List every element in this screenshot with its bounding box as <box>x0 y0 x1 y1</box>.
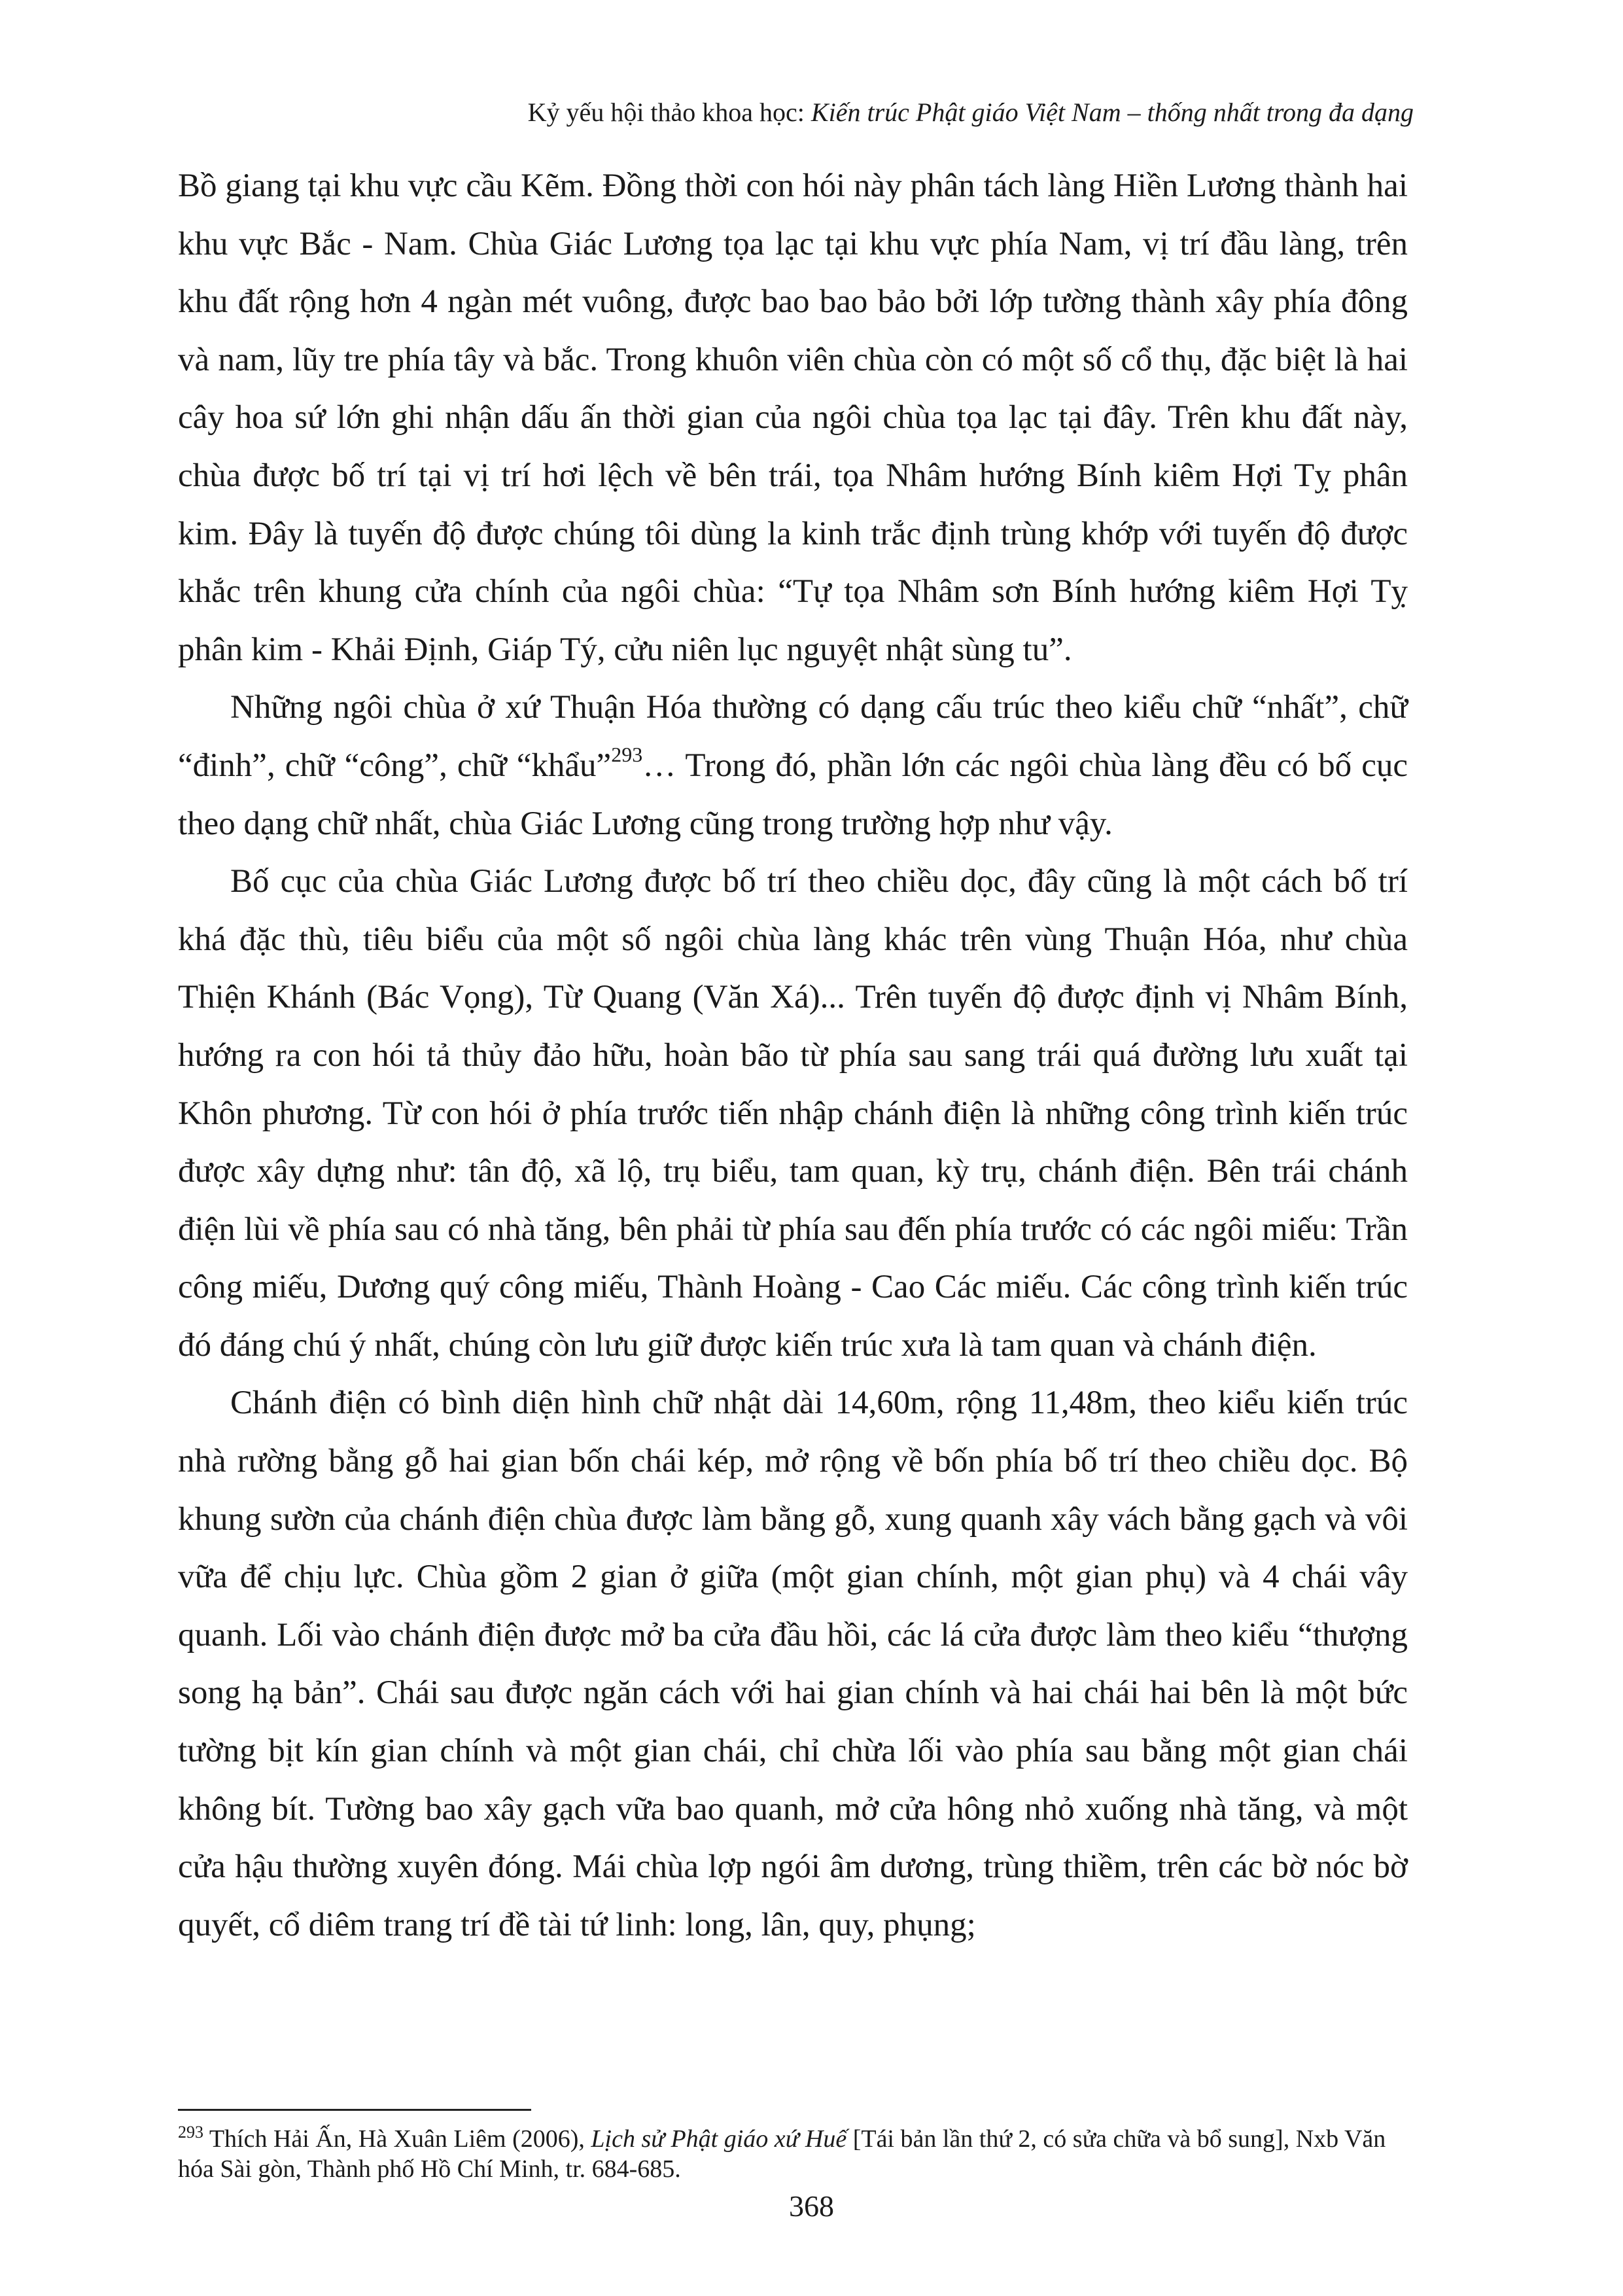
footnote <box>178 2124 1408 2184</box>
footnote-divider <box>178 2109 531 2111</box>
running-header <box>528 97 1414 128</box>
footnote-reference[interactable]: 293 <box>611 742 643 766</box>
footnote-details: [Tái bản lần thứ 2, có sửa chữa và bổ sung], Nxb Văn hóa Sài gòn, Thành phố Hồ Chí Minh, tr. 684-685. <box>178 2125 1386 2183</box>
paragraph-2-text-after: … Trong đó, phần lớn các ngôi chùa làng đều có bố cục theo dạng chữ nhất, chùa Giác Lương cũng trong trường hợp như vậy. <box>178 747 1408 842</box>
footnote-number: 293 <box>178 2123 203 2142</box>
page-number: 368 <box>789 2189 834 2223</box>
paragraph-4: Chánh điện có bình diện hình chữ nhật dài 14,60m, rộng 11,48m, theo kiểu kiến trúc nhà rường bằng gỗ hai gian bốn chái kép, mở rộng về bốn phía bố trí theo chiều dọc. Bộ khung sườn của chánh điện chùa được làm bằng gỗ, xung quanh xây vách bằng gạch và vôi vữa để chịu lực. Chùa gồm 2 gian ở giữa (một gian chính, một gian phụ) và 4 chái vây quanh. Lối vào chánh điện được mở ba cửa đầu hồi, các lá cửa được làm theo kiểu “thượng song hạ bản”. Chái sau được ngăn cách với hai gian chính và hai chái hai bên là một bức tường bịt kín gian chính và một gian chái, chỉ chừa lối vào phía sau bằng một gian chái không bít. Tường bao xây gạch vữa bao quanh, mở cửa hông nhỏ xuống nhà tăng, và một cửa hậu thường xuyên đóng. Mái chùa lợp ngói âm dương, trùng thiềm, trên các bờ nóc bờ quyết, cổ diêm trang trí đề tài tứ linh: long, lân, quy, phụng; <box>178 1385 1408 1943</box>
footnote-book-title: Lịch sử Phật giáo xứ Huế <box>591 2125 847 2153</box>
footnote-authors: Thích Hải Ấn, Hà Xuân Liêm (2006), <box>203 2125 591 2153</box>
paragraph-3: Bố cục của chùa Giác Lương được bố trí theo chiều dọc, đây cũng là một cách bố trí khá đặc thù, tiêu biểu của một số ngôi chùa làng khác trên vùng Thuận Hóa, như chùa Thiện Khánh (Bác Vọng), Từ Quang (Văn Xá)... Trên tuyến độ được định vị Nhâm Bính, hướng ra con hói tả thủy đảo hữu, hoàn bão từ phía sau sang trái quá đường lưu xuất tại Khôn phương. Từ con hói ở phía trước tiến nhập chánh điện là những công trình kiến trúc được xây dựng như: tân độ, xã lộ, trụ biểu, tam quan, kỳ trụ, chánh điện. Bên trái chánh điện lùi về phía sau có nhà tăng, bên phải từ phía sau đến phía trước có các ngôi miếu: Trần công miếu, Dương quý công miếu, Thành Hoàng - Cao Các miếu. Các công trình kiến trúc đó đáng chú ý nhất, chúng còn lưu giữ được kiến trúc xưa là tam quan và chánh điện. <box>178 863 1408 1364</box>
header-prefix: Kỷ yếu hội thảo khoa học: <box>527 97 811 127</box>
body-text <box>178 157 1408 1954</box>
paragraph-2-text-before: Những ngôi chùa ở xứ Thuận Hóa thường có dạng cấu trúc theo kiểu chữ “nhất”, chữ “đinh”, chữ “công”, chữ “khẩu” <box>178 689 1408 784</box>
paragraph-1: Bồ giang tại khu vực cầu Kẽm. Đồng thời con hói này phân tách làng Hiền Lương thành hai khu vực Bắc - Nam. Chùa Giác Lương tọa lạc tại khu vực phía Nam, vị trí đầu làng, trên khu đất rộng hơn 4 ngàn mét vuông, được bao bao bảo bởi lớp tường thành xây phía đông và nam, lũy tre phía tây và bắc. Trong khuôn viên chùa còn có một số cổ thụ, đặc biệt là hai cây hoa sứ lớn ghi nhận dấu ấn thời gian của ngôi chùa tọa lạc tại đây. Trên khu đất này, chùa được bố trí tại vị trí hơi lệch về bên trái, tọa Nhâm hướng Bính kiêm Hợi Tỵ phân kim. Đây là tuyến độ được chúng tôi dùng la kinh trắc định trùng khớp với tuyến độ được khắc trên khung cửa chính của ngôi chùa: “Tự tọa Nhâm sơn Bính hướng kiêm Hợi Tỵ phân kim - Khải Định, Giáp Tý, cửu niên lục nguyệt nhật sùng tu”. <box>178 168 1408 668</box>
paragraph-2 <box>178 679 1408 853</box>
header-title: Kiến trúc Phật giáo Việt Nam – thống nhất trong đa dạng <box>811 97 1414 127</box>
